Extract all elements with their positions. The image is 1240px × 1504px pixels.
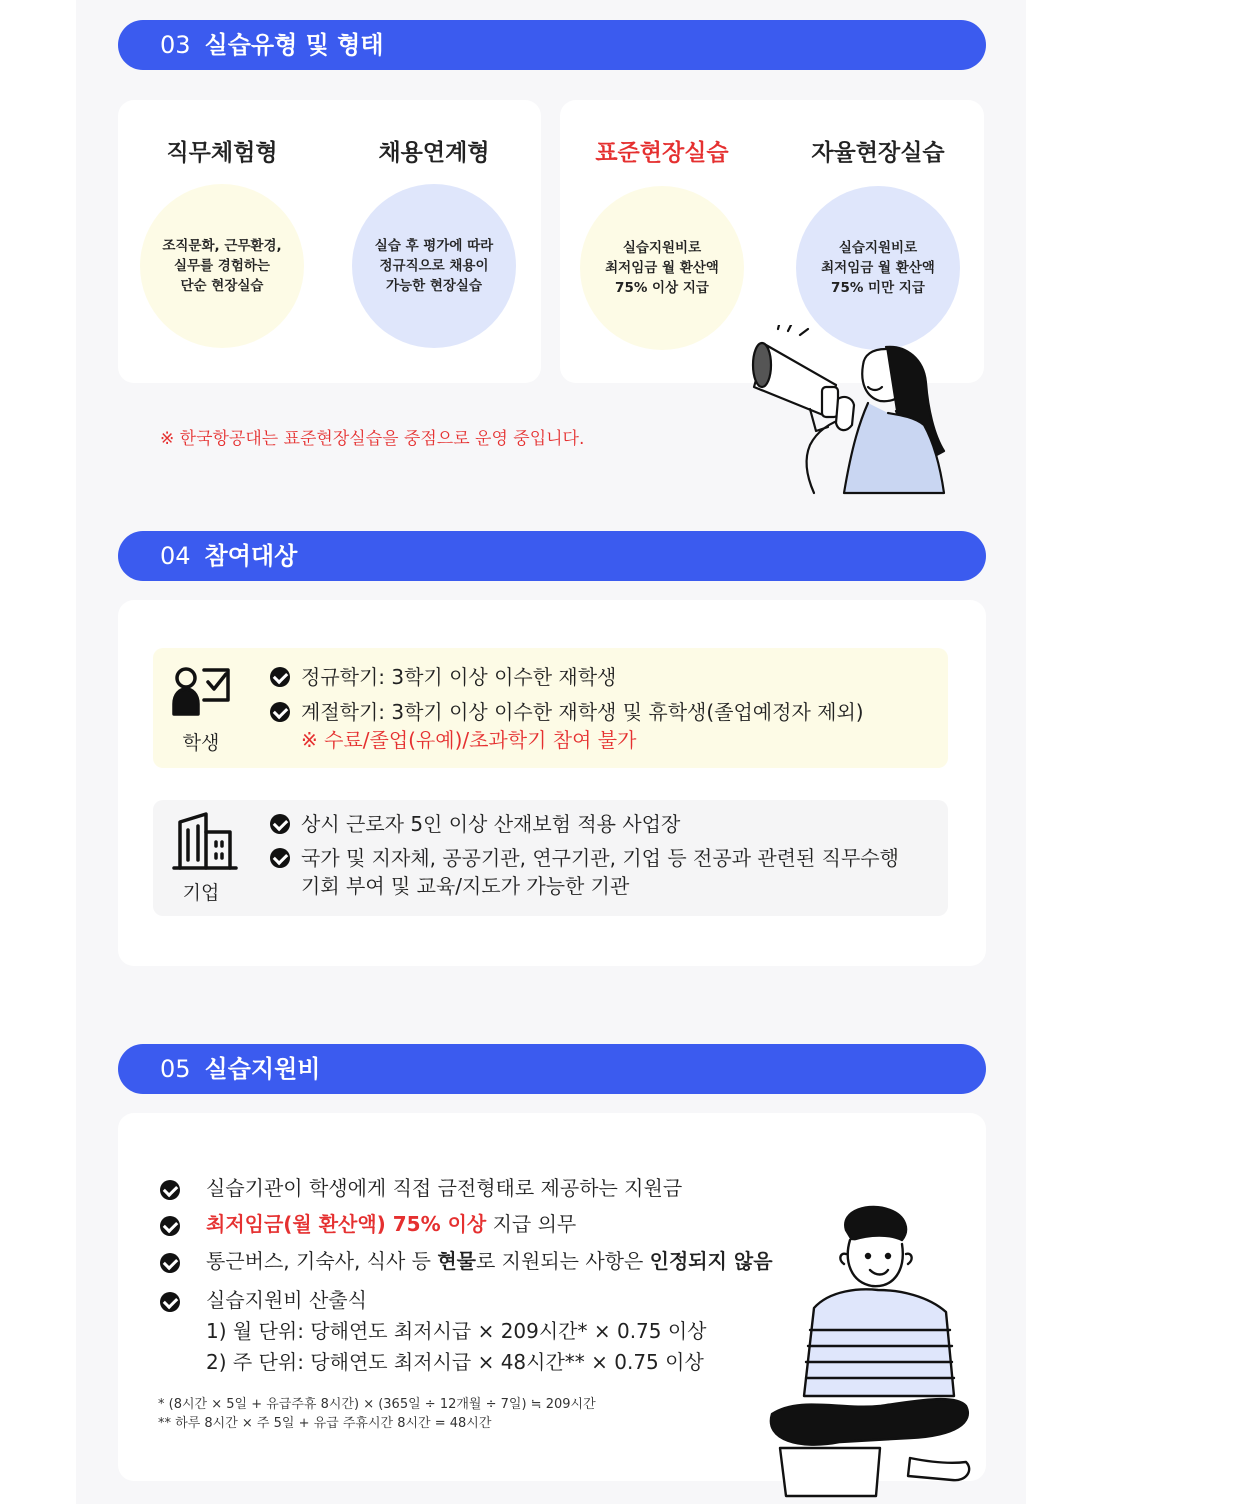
section-04-number: 04 [160, 542, 191, 570]
company-item-size: 상시 근로자 5인 이상 산재보험 적용 사업장 [301, 812, 681, 836]
check-icon [270, 848, 290, 868]
section-04-header [118, 531, 986, 581]
check-icon [160, 1180, 180, 1200]
support-item-definition: 실습기관이 학생에게 직접 금전형태로 제공하는 지원금 [206, 1176, 683, 1200]
section-03-title: 실습유형 및 형태 [204, 31, 384, 59]
section-03-header [118, 20, 986, 70]
footnote-weekly: ** 하루 8시간 × 주 5일 + 유급 주휴시간 8시간 = 48시간 [158, 1416, 492, 1431]
student-label: 학생 [182, 732, 220, 754]
type-desc-standard: 실습지원비로 최저임금 월 환산액 75% 이상 지급 [580, 186, 744, 350]
support-item-in-kind: 통근버스, 기숙사, 식사 등 현물로 지원되는 사항은 인정되지 않음 [206, 1249, 773, 1273]
check-icon [270, 814, 290, 834]
student-icon [170, 664, 234, 722]
footnote-monthly: * (8시간 × 5일 + 유급주휴 8시간) × (365일 ÷ 12개월 ÷ 7일) ≒ 209시간 [158, 1397, 596, 1412]
check-icon [160, 1292, 180, 1312]
support-item-formula-title: 실습지원비 산출식 [206, 1288, 367, 1312]
student-warning: ※ 수료/졸업(유예)/초과학기 참여 불가 [301, 728, 637, 752]
student-item-seasonal: 계절학기: 3학기 이상 이수한 재학생 및 휴학생(졸업예정자 제외) [301, 700, 864, 724]
type-title-autonomous: 자율현장실습 [811, 140, 945, 166]
section-04-title: 참여대상 [204, 542, 298, 570]
type-title-job: 직무체험형 [166, 140, 278, 166]
check-icon [270, 702, 290, 722]
formula-weekly: 2) 주 단위: 당해연도 최저시급 × 48시간** × 0.75 이상 [206, 1350, 704, 1374]
check-icon [160, 1253, 180, 1273]
section-03-number: 03 [160, 31, 191, 59]
student-item-regular: 정규학기: 3학기 이상 이수한 재학생 [301, 665, 617, 689]
section-05-number: 05 [160, 1055, 191, 1083]
type-desc-job: 조직문화, 근무환경, 실무를 경험하는 단순 현장실습 [140, 184, 304, 348]
company-label: 기업 [182, 882, 220, 904]
type-title-standard: 표준현장실습 [595, 140, 729, 166]
type-title-hire: 채용연계형 [378, 140, 490, 166]
laptop-man-illustration [760, 1200, 980, 1500]
company-item-org-cont: 기회 부여 및 교육/지도가 가능한 기관 [301, 874, 630, 898]
formula-monthly: 1) 월 단위: 당해연도 최저시급 × 209시간* × 0.75 이상 [206, 1319, 707, 1343]
megaphone-woman-illustration [748, 325, 948, 495]
section-05-header [118, 1044, 986, 1094]
type-desc-autonomous: 실습지원비로 최저임금 월 환산액 75% 미만 지급 [796, 186, 960, 350]
check-icon [270, 667, 290, 687]
type-desc-hire: 실습 후 평가에 따라 정규직으로 채용이 가능한 현장실습 [352, 184, 516, 348]
check-icon [160, 1216, 180, 1236]
section-05-title: 실습지원비 [204, 1055, 321, 1083]
company-item-org: 국가 및 지자체, 공공기관, 연구기관, 기업 등 전공과 관련된 직무수행 [301, 846, 899, 870]
building-icon [172, 812, 238, 870]
section-03-note: ※ 한국항공대는 표준현장실습을 중점으로 운영 중입니다. [160, 429, 585, 449]
support-item-minimum: 최저임금(월 환산액) 75% 이상 지급 의무 [206, 1212, 577, 1236]
